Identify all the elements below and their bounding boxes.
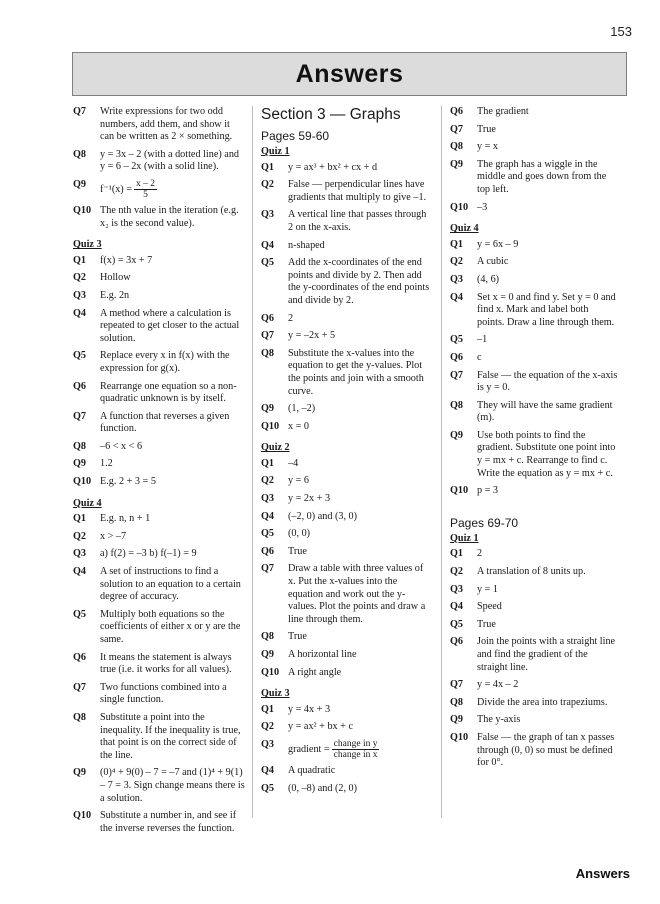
answer-row	[450, 256, 618, 269]
answer-text: False — the graph of tan x passes through (0, 0) so must be defined for 0°.	[477, 731, 615, 769]
question-number: Q10	[73, 810, 92, 822]
question-number: Q8	[450, 141, 464, 153]
question-number: Q2	[73, 272, 87, 284]
fraction-numerator: x – 2	[136, 178, 155, 189]
question-number: Q2	[450, 566, 464, 578]
question-number: Q1	[73, 254, 87, 266]
answer-text	[100, 179, 245, 200]
answer-row	[73, 350, 245, 375]
answer-row	[73, 682, 245, 707]
answer-row	[450, 485, 618, 498]
question-number: Q7	[73, 681, 87, 693]
answer-text: A cubic	[477, 256, 509, 268]
answer-text: (0, 0)	[288, 528, 311, 540]
question-number: Q9	[73, 178, 87, 190]
answer-text: A method where a calculation is repeated to get closer to the actual solution.	[100, 307, 240, 344]
answer-row	[261, 783, 433, 796]
answer-row	[73, 290, 245, 303]
question-number: Q6	[450, 636, 464, 648]
answer-text: Rearrange one equation so a non-quadratic unknown is by itself.	[100, 380, 237, 405]
answer-row	[450, 697, 618, 710]
question-number: Q9	[73, 458, 87, 470]
quiz-heading: Quiz 1	[261, 146, 290, 157]
answer-row	[261, 704, 433, 717]
question-number: Q7	[261, 563, 275, 575]
question-number: Q4	[261, 764, 275, 776]
question-number: Q9	[261, 649, 275, 660]
banner-title: Answers	[295, 59, 404, 88]
answer-text: (0)⁴ + 9(0) – 7 = –7 and (1)⁴ + 9(1) – 7 = 3. Sign change means there is a solution.	[100, 767, 245, 804]
fraction-denominator: change in x	[333, 749, 378, 760]
answer-row	[73, 513, 245, 526]
question-number: Q3	[450, 583, 464, 595]
column-divider	[441, 106, 442, 818]
answer-text: E.g. 2n	[100, 289, 130, 301]
question-number: Q6	[73, 380, 87, 392]
answer-text: (1, –2)	[288, 403, 316, 415]
question-number: Q1	[261, 703, 275, 715]
answer-text: 2	[288, 312, 294, 324]
answer-text: n-shaped	[288, 239, 325, 251]
answer-list	[450, 548, 618, 769]
answer-list	[261, 162, 433, 434]
answer-text: x > –7	[100, 530, 127, 542]
question-number: Q10	[450, 201, 469, 213]
answer-row	[73, 609, 245, 647]
question-number: Q4	[261, 239, 275, 251]
answer-row	[450, 370, 618, 395]
question-number: Q5	[261, 782, 275, 794]
answer-prefix: f⁻¹(x) =	[100, 183, 132, 195]
question-number: Q9	[450, 429, 464, 441]
answer-list	[73, 255, 245, 489]
answer-row	[73, 712, 245, 762]
question-number: Q5	[450, 618, 464, 630]
answer-row	[73, 179, 245, 200]
answer-text: –6 < x < 6	[100, 440, 143, 452]
question-number: Q5	[261, 528, 275, 540]
question-number: Q1	[261, 161, 275, 173]
question-number: Q10	[261, 666, 280, 678]
quiz-heading: Quiz 3	[73, 239, 102, 251]
answer-row	[450, 202, 618, 215]
answers-banner	[72, 52, 627, 96]
answer-row	[450, 619, 618, 632]
answer-row	[450, 239, 618, 252]
answer-text: E.g. n, n + 1	[100, 513, 151, 525]
answer-text: (–2, 0) and (3, 0)	[288, 510, 358, 522]
answer-row	[73, 255, 245, 268]
question-number: Q9	[73, 767, 87, 779]
question-number: Q4	[73, 307, 87, 319]
answer-row	[261, 721, 433, 734]
answer-text: 2	[477, 548, 483, 560]
answer-row	[450, 159, 618, 197]
answer-row	[261, 330, 433, 343]
answer-text: True	[477, 123, 496, 135]
question-number: Q10	[450, 485, 469, 497]
answer-row	[450, 732, 618, 770]
fraction-denominator: 5	[143, 189, 148, 200]
question-number: Q1	[73, 513, 87, 525]
answer-row	[261, 546, 433, 559]
question-number: Q3	[73, 289, 87, 301]
question-number: Q8	[261, 631, 275, 643]
answer-row	[73, 531, 245, 544]
answer-row	[450, 584, 618, 597]
question-number: Q7	[73, 410, 87, 422]
answer-text: c	[477, 351, 482, 363]
answer-text: y = 4x – 2	[477, 679, 519, 691]
question-number: Q7	[261, 330, 275, 342]
answer-text: f(x) = 3x + 7	[100, 254, 153, 266]
answer-row	[450, 106, 618, 119]
question-number: Q3	[261, 493, 275, 505]
answer-text: Draw a table with three values of x. Put the x-values into the equation and work out the y-values. Plot the points and draw a line through them.	[288, 563, 426, 625]
answer-text: Join the points with a straight line and find the gradient of the straight line.	[477, 636, 616, 673]
quiz-heading: Quiz 4	[450, 223, 479, 235]
answer-row	[73, 106, 245, 144]
answer-row	[261, 257, 433, 307]
question-number: Q9	[450, 158, 464, 170]
answer-row	[73, 458, 245, 471]
answer-row	[73, 810, 245, 835]
answer-row	[261, 162, 433, 175]
answer-text: Substitute a number in, and see if the inverse reverses the function.	[100, 810, 237, 834]
page-number: 153	[610, 24, 632, 39]
answer-text: Write expressions for two odd numbers, add them, and show it can be written as 2 × something.	[100, 106, 233, 143]
answer-row	[450, 141, 618, 154]
answer-text: –3	[477, 201, 488, 213]
answer-row	[261, 403, 433, 416]
answer-text: y = 1	[477, 583, 499, 595]
question-number: Q2	[261, 475, 275, 487]
question-number: Q4	[73, 566, 87, 578]
question-number: Q4	[261, 510, 275, 522]
question-number: Q6	[261, 312, 275, 324]
answer-row	[261, 765, 433, 778]
answer-text: y = x	[477, 141, 499, 153]
answer-text: E.g. 2 + 3 = 5	[100, 476, 156, 488]
answer-row	[73, 272, 245, 285]
answer-text: The graph has a wiggle in the middle and goes down from the top left.	[477, 158, 607, 195]
answer-row	[450, 601, 618, 614]
answer-list	[73, 513, 245, 835]
answer-text: True	[288, 545, 307, 557]
answer-text: (0, –8) and (2, 0)	[288, 782, 358, 794]
answer-row	[450, 274, 618, 287]
answer-row	[73, 652, 245, 677]
answer-list	[73, 106, 245, 230]
answer-text: A right angle	[288, 666, 342, 678]
answer-row	[261, 240, 433, 253]
quiz-heading: Quiz 1	[450, 532, 479, 544]
answer-row	[261, 739, 433, 760]
answer-text: Hollow	[100, 272, 131, 284]
answer-row	[261, 421, 433, 434]
question-number: Q10	[450, 731, 469, 743]
answer-text: y = ax³ + bx² + cx + d	[288, 161, 378, 173]
answer-list	[261, 458, 433, 679]
answer-row	[450, 400, 618, 425]
answer-text: (4, 6)	[477, 273, 500, 285]
answer-text: Multiply both equations so the coefficients of either x or y are the same.	[100, 608, 241, 645]
answer-prefix: gradient =	[288, 743, 330, 755]
question-number: Q10	[73, 204, 92, 216]
answer-row	[73, 149, 245, 174]
question-number: Q3	[261, 738, 275, 750]
question-number: Q6	[73, 651, 87, 663]
question-number: Q5	[261, 257, 275, 269]
answer-row	[261, 493, 433, 506]
column-1	[73, 106, 245, 840]
answer-row	[450, 566, 618, 579]
quiz-heading: Quiz 4	[73, 497, 102, 509]
answer-row	[450, 636, 618, 674]
question-number: Q10	[261, 420, 280, 432]
question-number: Q8	[73, 148, 87, 160]
answer-text: The gradient	[477, 106, 529, 117]
question-number: Q6	[450, 106, 464, 117]
answer-text: 1.2	[100, 458, 113, 470]
fraction	[332, 739, 380, 760]
answer-text: a) f(2) = –3 b) f(–1) = 9	[100, 548, 197, 560]
answer-row	[450, 548, 618, 561]
question-number: Q7	[450, 369, 464, 381]
answer-text: A set of instructions to find a solution to an equation to a certain degree of accuracy.	[100, 566, 241, 603]
question-number: Q6	[450, 351, 464, 363]
answer-text: y = 4x + 3	[288, 703, 331, 715]
answer-row	[450, 714, 618, 727]
question-number: Q7	[73, 106, 87, 117]
answer-text	[288, 739, 433, 760]
question-number: Q7	[450, 123, 464, 135]
answer-row	[261, 209, 433, 234]
question-number: Q9	[261, 403, 275, 415]
question-number: Q4	[450, 291, 464, 303]
answer-text: A function that reverses a given function.	[100, 410, 230, 435]
answer-row	[450, 334, 618, 347]
answer-row	[261, 649, 433, 662]
answer-text: p = 3	[477, 485, 499, 497]
answer-text: Set x = 0 and find y. Set y = 0 and find x. Mark and label both points. Draw a line through them.	[477, 291, 616, 328]
fraction	[134, 179, 157, 200]
answer-row	[73, 476, 245, 489]
answer-row	[261, 475, 433, 488]
question-number: Q2	[450, 256, 464, 268]
answer-text: Substitute the x-values into the equation to get the y-values. Plot the points and join with a smooth curve.	[288, 347, 424, 397]
answer-text: A translation of 8 units up.	[477, 566, 586, 578]
answer-text: y = 6x – 9	[477, 238, 519, 250]
column-divider	[252, 106, 253, 818]
question-number: Q4	[450, 601, 464, 613]
answer-text: Substitute a point into the inequality. If the inequality is true, that point is on the correct side of the line.	[100, 711, 241, 761]
answer-row	[261, 179, 433, 204]
answer-text: y = 6	[288, 475, 310, 487]
quiz-heading: Quiz 3	[261, 688, 290, 700]
answer-row	[450, 124, 618, 137]
answer-row	[450, 352, 618, 365]
answer-row	[450, 679, 618, 692]
answer-text: y = ax² + bx + c	[288, 721, 353, 733]
answer-text: The y-axis	[477, 714, 521, 726]
question-number: Q7	[450, 679, 464, 691]
column-3	[450, 106, 618, 775]
answer-text: Two functions combined into a single function.	[100, 681, 227, 706]
answer-row	[73, 566, 245, 604]
answer-text: y = –2x + 5	[288, 330, 336, 342]
answer-text: False — the equation of the x-axis is y = 0.	[477, 369, 618, 394]
answer-row	[261, 348, 433, 398]
question-number: Q5	[73, 350, 87, 362]
question-number: Q5	[73, 608, 87, 620]
question-number: Q8	[450, 399, 464, 411]
answer-text: A quadratic	[288, 764, 336, 776]
answer-text: The nth value in the iteration (e.g. x₂ is the second value).	[100, 204, 239, 229]
question-number: Q8	[450, 696, 464, 708]
answer-row	[261, 667, 433, 680]
answer-row	[261, 458, 433, 471]
pages-heading: Pages 69-70	[450, 515, 519, 530]
answer-row	[261, 313, 433, 326]
question-number: Q2	[261, 179, 275, 191]
question-number: Q3	[261, 209, 275, 221]
answer-list	[450, 239, 618, 498]
answer-row	[73, 548, 245, 561]
answer-text: True	[477, 618, 496, 630]
answer-text: True	[288, 631, 307, 643]
question-number: Q9	[450, 714, 464, 726]
answer-text: A vertical line that passes through 2 on the x-axis.	[288, 209, 427, 233]
question-number: Q6	[261, 545, 275, 557]
question-number: Q2	[261, 721, 275, 733]
answer-row	[450, 430, 618, 480]
answer-text: A horizontal line	[288, 649, 357, 660]
answer-list	[450, 106, 618, 214]
answer-text: False — perpendicular lines have gradients that multiply to give –1.	[288, 179, 427, 203]
answer-row	[261, 528, 433, 541]
answer-row	[261, 511, 433, 524]
question-number: Q8	[73, 711, 87, 723]
answer-text: –1	[477, 334, 488, 346]
answer-text: Replace every x in f(x) with the expression for g(x).	[100, 350, 230, 374]
answer-row	[73, 308, 245, 346]
answer-text: They will have the same gradient (m).	[477, 399, 613, 424]
answer-row	[73, 205, 245, 230]
question-number: Q1	[450, 238, 464, 250]
footer-label: Answers	[575, 866, 630, 881]
question-number: Q1	[450, 548, 464, 560]
answer-row	[261, 563, 433, 626]
question-number: Q8	[261, 347, 275, 359]
answer-list	[261, 704, 433, 795]
answer-text: Add the x-coordinates of the end points and divide by 2. Then add the y-coordinates of the end points and divide by 2.	[288, 257, 430, 306]
answer-text: Speed	[477, 601, 502, 613]
question-number: Q8	[73, 440, 87, 452]
section-title: Section 3 — Graphs	[261, 106, 401, 123]
quiz-heading: Quiz 2	[261, 442, 290, 454]
question-number: Q1	[261, 457, 275, 469]
answer-text: It means the statement is always true (i.e. it works for all values).	[100, 651, 232, 676]
question-number: Q2	[73, 530, 87, 542]
question-number: Q10	[73, 476, 92, 488]
fraction-numerator: change in y	[333, 738, 378, 749]
answer-text: y = 3x – 2 (with a dotted line) and y = 6 – 2x (with a solid line).	[100, 148, 240, 173]
answer-text: Divide the area into trapeziums.	[477, 696, 608, 708]
answer-text: x = 0	[288, 420, 310, 432]
answer-text: Use both points to find the gradient. Substitute one point into y = mx + c. Rearrange to find c. Write the equation as y = mx + c.	[477, 429, 616, 479]
column-2	[261, 106, 433, 800]
question-number: Q3	[73, 548, 87, 560]
question-number: Q3	[450, 273, 464, 285]
answer-row	[73, 767, 245, 805]
answer-row	[73, 381, 245, 406]
question-number: Q5	[450, 334, 464, 346]
answer-text: –4	[288, 457, 299, 469]
answer-row	[73, 441, 245, 454]
answer-row	[261, 631, 433, 644]
answer-text: y = 2x + 3	[288, 493, 331, 505]
pages-heading: Pages 59-60	[261, 129, 330, 143]
answer-row	[450, 292, 618, 330]
answer-row	[73, 411, 245, 436]
